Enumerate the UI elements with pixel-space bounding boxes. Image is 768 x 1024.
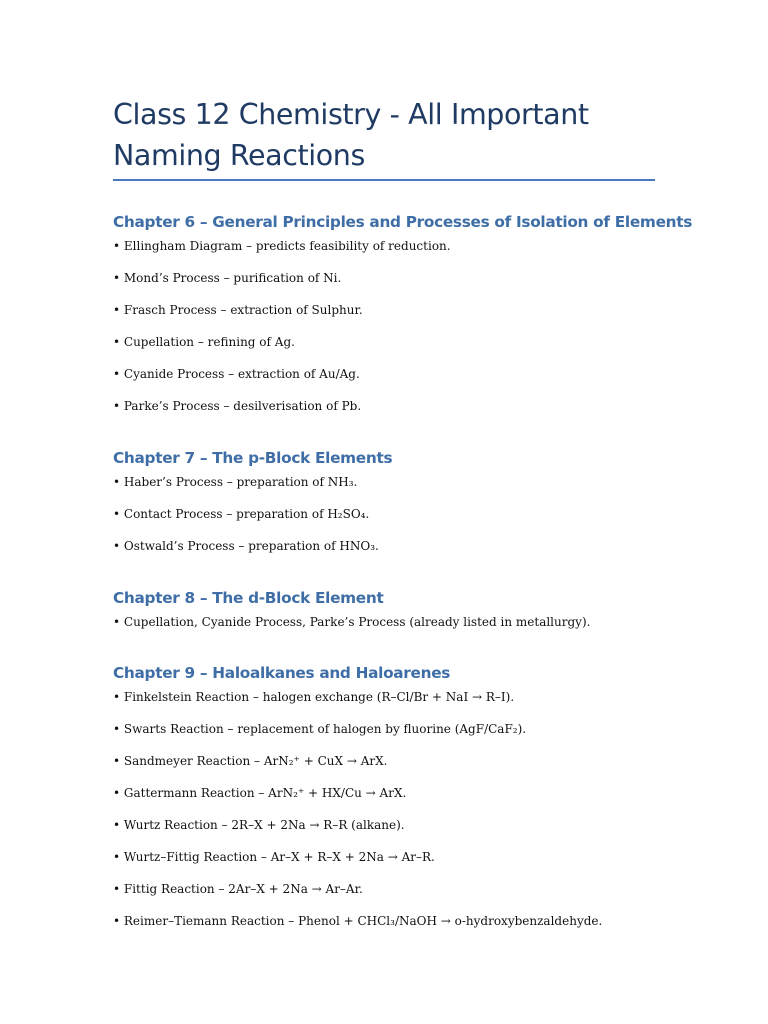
list-item: • Mond’s Process – purification of Ni. [113,271,342,285]
list-item: • Gattermann Reaction – ArN₂⁺ + HX/Cu → ArX. [113,786,407,800]
list-item: • Wurtz–Fittig Reaction – Ar–X + R–X + 2Na → Ar–R. [113,850,435,864]
list-item: • Cupellation – refining of Ag. [113,335,295,349]
list-item: • Swarts Reaction – replacement of halogen by fluorine (AgF/CaF₂). [113,722,527,736]
list-item: • Parke’s Process – desilverisation of Pb. [113,399,362,413]
list-item: • Wurtz Reaction – 2R–X + 2Na → R–R (alkane). [113,818,405,832]
list-item: • Fittig Reaction – 2Ar–X + 2Na → Ar–Ar. [113,882,363,896]
list-item: • Frasch Process – extraction of Sulphur. [113,303,363,317]
list-item: • Ostwald’s Process – preparation of HNO₃. [113,539,379,553]
title-line-1: Class 12 Chemistry - All Important [113,98,589,131]
section-heading-chapter-9: Chapter 9 – Haloalkanes and Haloarenes [113,664,451,682]
list-item: • Sandmeyer Reaction – ArN₂⁺ + CuX → ArX. [113,754,388,768]
list-item: • Ellingham Diagram – predicts feasibility of reduction. [113,239,451,253]
title-line-2: Naming Reactions [113,139,365,172]
page-title [113,94,673,176]
section-heading-chapter-8: Chapter 8 – The d-Block Element [113,589,384,607]
section-heading-chapter-6: Chapter 6 – General Principles and Processes of Isolation of Elements [113,213,693,231]
list-item: • Finkelstein Reaction – halogen exchange (R–Cl/Br + NaI → R–I). [113,690,515,704]
list-item: • Haber’s Process – preparation of NH₃. [113,475,358,489]
title-divider [113,179,655,181]
section-heading-chapter-7: Chapter 7 – The p-Block Elements [113,449,393,467]
list-item: • Reimer–Tiemann Reaction – Phenol + CHCl₃/NaOH → o-hydroxybenzaldehyde. [113,914,603,928]
list-item: • Cupellation, Cyanide Process, Parke’s Process (already listed in metallurgy). [113,615,591,629]
list-item: • Cyanide Process – extraction of Au/Ag. [113,367,360,381]
list-item: • Contact Process – preparation of H₂SO₄. [113,507,370,521]
